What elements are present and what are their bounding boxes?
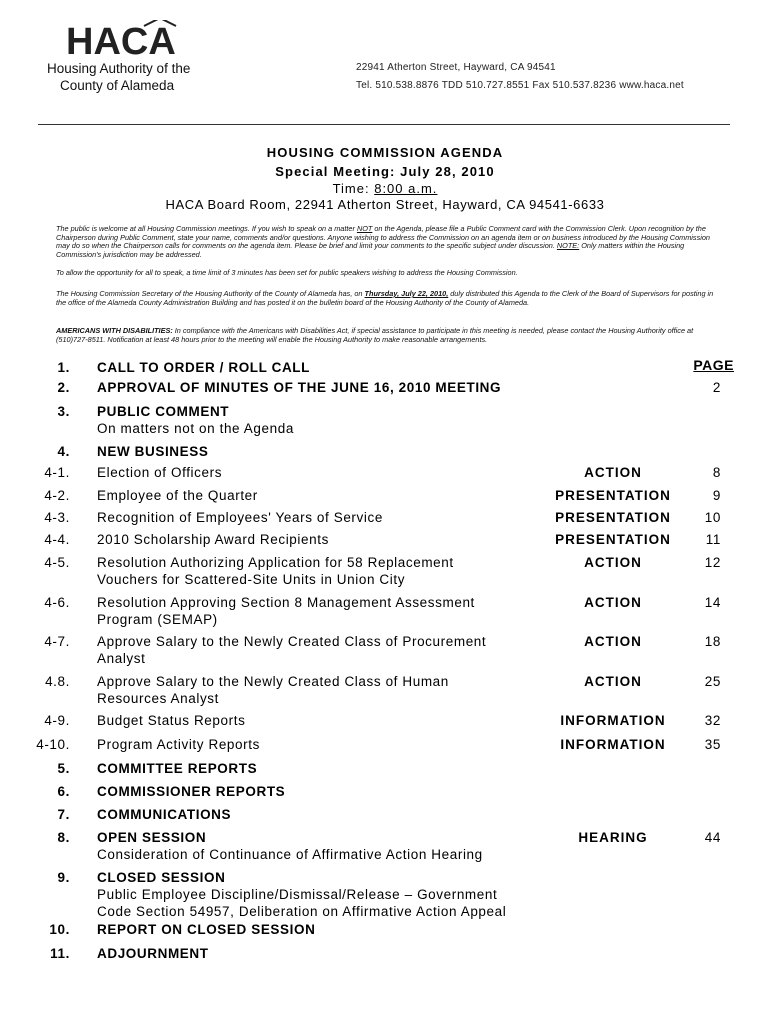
- agenda-item-page: 14: [704, 595, 721, 610]
- page-column-header: PAGE: [693, 357, 734, 373]
- agenda-item-page: 35: [704, 737, 721, 752]
- agenda-item-number: 10.: [49, 922, 70, 937]
- agenda-item-number: 4-1.: [44, 465, 70, 480]
- agenda-item-number: 4-6.: [44, 595, 70, 610]
- public-notice: The public is welcome at all Housing Commission meetings. If you wish to speak on a matter NOT on the Agenda, please file a Public Comment card with the Commission Clerk. Upon recognition by the Chairperson during Public Comment, state your name, comments and/or questions. Anyone wishing to address the Commission on an agenda item or on business introduced by the Housing Commission may do so when the Chairperson calls for comments on the agenda item. Please be brief and limit your comments to the specific subject under discussion. NOTE: Only matters within the Housing Commission's jurisdiction may be addressed.: [56, 224, 710, 259]
- agenda-item-page: 2: [712, 380, 721, 395]
- agenda-item-action: ACTION: [584, 555, 642, 570]
- agenda-item-title: 2010 Scholarship Award Recipients: [97, 532, 329, 547]
- agenda-item-title: Budget Status Reports: [97, 713, 246, 728]
- agenda-item-number: 3.: [57, 404, 70, 419]
- agenda-item-number: 5.: [57, 761, 70, 776]
- agenda-item-number: 6.: [57, 784, 70, 799]
- agenda-item: [0, 532, 770, 550]
- org-contact: Tel. 510.538.8876 TDD 510.727.8551 Fax 510.537.8236 www.haca.net: [356, 80, 684, 91]
- agenda-item: [0, 713, 770, 731]
- agenda-item-number: 1.: [57, 360, 70, 375]
- agenda-item-detail: On matters not on the Agenda: [97, 421, 294, 436]
- agenda-item-title: Election of Officers: [97, 465, 223, 480]
- posting-notice: The Housing Commission Secretary of the Housing Authority of the County of Alameda has, on Thursday, July 22, 2010, duly distributed this Agenda to the Clerk of the Board of Supervisors for posting in the office of the Alameda County Administration Building and has posted it on the bulletin board of the Housing Authority of the County of Alameda.: [56, 289, 714, 307]
- time-value: 8:00 a.m.: [374, 181, 438, 196]
- agenda-item: [0, 807, 770, 825]
- agenda-item: [0, 360, 770, 378]
- agenda-item-action: INFORMATION: [560, 737, 666, 752]
- agenda-item-number: 4-7.: [44, 634, 70, 649]
- agenda-item: [0, 380, 770, 398]
- agenda-item-title: NEW BUSINESS: [97, 444, 209, 459]
- header-divider: [38, 124, 730, 125]
- agenda-item-title: Approve Salary to the Newly Created Class of Human: [97, 674, 449, 689]
- agenda-item-page: 32: [704, 713, 721, 728]
- agenda-item-action: PRESENTATION: [555, 532, 671, 547]
- logo-text: HACA: [66, 21, 176, 62]
- agenda-item-title: COMMITTEE REPORTS: [97, 761, 258, 776]
- agenda-item: [0, 595, 770, 627]
- agenda-item: [0, 404, 770, 436]
- time-label: Time:: [332, 181, 375, 196]
- agenda-item: [0, 465, 770, 483]
- time-limit-notice: To allow the opportunity for all to speak, a time limit of 3 minutes has been set for public speakers wishing to address the Housing Commission.: [56, 268, 518, 277]
- meeting-date: Special Meeting: July 28, 2010: [275, 164, 495, 179]
- org-address: 22941 Atherton Street, Hayward, CA 94541: [356, 62, 556, 73]
- agenda-item-action: ACTION: [584, 595, 642, 610]
- agenda-item-detail: Public Employee Discipline/Dismissal/Release – Government: [97, 887, 498, 902]
- agenda-item-title: Program Activity Reports: [97, 737, 260, 752]
- agenda-item-number: 4.8.: [45, 674, 70, 689]
- agenda-item-page: 8: [712, 465, 721, 480]
- agenda-item-page: 11: [705, 532, 721, 547]
- agenda-item-number: 8.: [57, 830, 70, 845]
- agenda-item: [0, 488, 770, 506]
- agenda-item-number: 4.: [57, 444, 70, 459]
- agenda-item-title: OPEN SESSION: [97, 830, 207, 845]
- agenda-item-title: PUBLIC COMMENT: [97, 404, 230, 419]
- agenda-item-number: 2.: [57, 380, 70, 395]
- agenda-item-action: ACTION: [584, 674, 642, 689]
- agenda-item: [0, 674, 770, 706]
- agenda-item-action: PRESENTATION: [555, 488, 671, 503]
- agenda-item-title: Resolution Approving Section 8 Management Assessment: [97, 595, 475, 610]
- agenda-item-page: 44: [704, 830, 721, 845]
- agenda-item-detail: Resources Analyst: [97, 691, 220, 706]
- agenda-item: [0, 761, 770, 779]
- agenda-item-number: 4-4.: [44, 532, 70, 547]
- agenda-item: [0, 922, 770, 940]
- agenda-item-title: Approve Salary to the Newly Created Class of Procurement: [97, 634, 487, 649]
- agenda-item-title: COMMUNICATIONS: [97, 807, 232, 822]
- agenda-item-number: 7.: [57, 807, 70, 822]
- agenda-item: [0, 830, 770, 862]
- meeting-time: [0, 181, 770, 196]
- agenda-item-action: ACTION: [584, 634, 642, 649]
- agenda-item-number: 4-3.: [44, 510, 70, 525]
- agenda-item-title: Recognition of Employees' Years of Service: [97, 510, 383, 525]
- agenda-item: [0, 737, 770, 755]
- org-name-line1: Housing Authority of the: [47, 61, 191, 76]
- agenda-item: [0, 555, 770, 587]
- agenda-item-title: ADJOURNMENT: [97, 946, 209, 961]
- org-name-line2: County of Alameda: [60, 78, 175, 93]
- agenda-item-page: 9: [712, 488, 721, 503]
- agenda-item-page: 25: [704, 674, 721, 689]
- agenda-item-page: 18: [704, 634, 721, 649]
- agenda-title: HOUSING COMMISSION AGENDA: [266, 145, 504, 160]
- agenda-item-detail: Program (SEMAP): [97, 612, 218, 627]
- agenda-item: [0, 634, 770, 666]
- agenda-item-number: 4-5.: [44, 555, 70, 570]
- agenda-item: [0, 784, 770, 802]
- haca-logo: [66, 20, 184, 62]
- agenda-item-title: CLOSED SESSION: [97, 870, 226, 885]
- agenda-item-title: CALL TO ORDER / ROLL CALL: [97, 360, 310, 375]
- agenda-item: [0, 510, 770, 528]
- agenda-item-title: REPORT ON CLOSED SESSION: [97, 922, 316, 937]
- agenda-item-detail: Vouchers for Scattered-Site Units in Union City: [97, 572, 406, 587]
- agenda-item-number: 4-10.: [36, 737, 70, 752]
- agenda-item-number: 11.: [50, 946, 70, 961]
- agenda-item-number: 4-9.: [44, 713, 70, 728]
- agenda-item-action: INFORMATION: [560, 713, 666, 728]
- meeting-location: HACA Board Room, 22941 Atherton Street, Hayward, CA 94541-6633: [165, 197, 605, 212]
- agenda-item-action: PRESENTATION: [555, 510, 671, 525]
- agenda-item-title: COMMISSIONER REPORTS: [97, 784, 286, 799]
- agenda-item-detail: Consideration of Continuance of Affirmative Action Hearing: [97, 847, 483, 862]
- agenda-item-number: 9.: [57, 870, 70, 885]
- agenda-item-detail: Analyst: [97, 651, 146, 666]
- agenda-item-action: ACTION: [584, 465, 642, 480]
- agenda-item-page: 10: [704, 510, 721, 525]
- agenda-item: [0, 946, 770, 964]
- agenda-item-page: 12: [704, 555, 721, 570]
- agenda-item-detail: Code Section 54957, Deliberation on Affirmative Action Appeal: [97, 904, 507, 919]
- agenda-item: [0, 444, 770, 462]
- agenda-item-action: HEARING: [578, 830, 648, 845]
- agenda-item-title: APPROVAL OF MINUTES OF THE JUNE 16, 2010 MEETING: [97, 380, 502, 395]
- agenda-item: [0, 870, 770, 919]
- agenda-item-number: 4-2.: [44, 488, 70, 503]
- agenda-item-title: Resolution Authorizing Application for 58 Replacement: [97, 555, 454, 570]
- ada-notice: AMERICANS WITH DISABILITIES: In compliance with the Americans with Disabilities Act, if special assistance to participate in this meeting is needed, please contact the Housing Authority office at (510)727-8511. Notification at least 48 hours prior to the meeting will enable the Housing Authority to make reasonable arrangements.: [56, 326, 694, 344]
- agenda-item-title: Employee of the Quarter: [97, 488, 258, 503]
